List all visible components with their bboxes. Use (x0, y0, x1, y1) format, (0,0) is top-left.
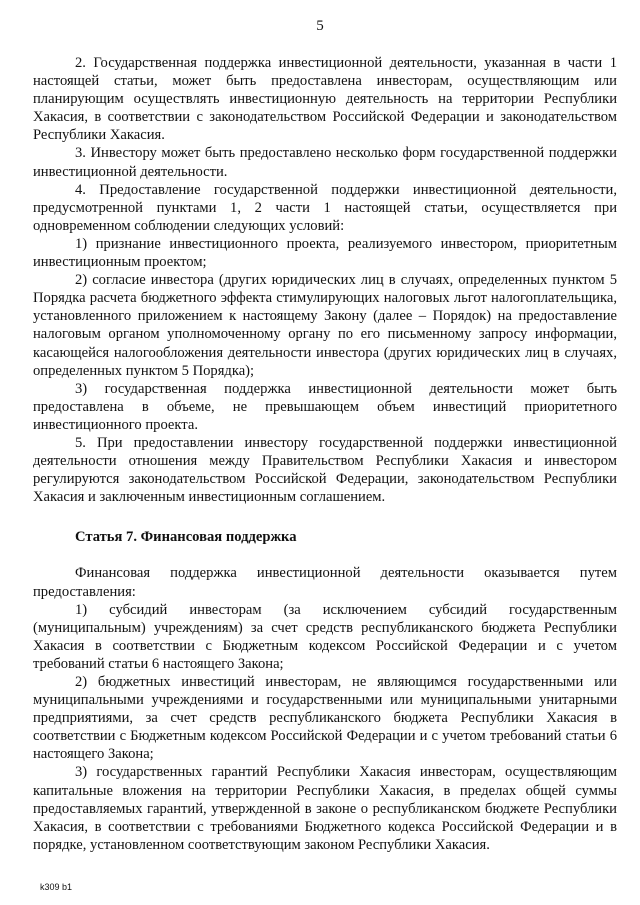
paragraph: 3) государственная поддержка инвестиционной деятельности может быть предоставлена в объеме, не превышающем объем инвестиций приоритетного инвестиционного проекта. (33, 380, 617, 433)
document-body (33, 54, 617, 854)
paragraph: 2) согласие инвестора (других юридических лиц в случаях, определенных пунктом 5 Порядка расчета бюджетного эффекта стимулирующих налоговых льгот налогоплательщика, установленного приложением к настоящему Закону (далее – Порядок) на предоставление налоговым органом уполномоченному органу по его письменному запросу информации, касающейся налогообложения деятельности инвестора (других юридических лиц в случаях, определенных пунктом 5 Порядка); (33, 272, 617, 379)
paragraph: 5. При предоставлении инвестору государственной поддержки инвестиционной деятельности отношения между Правительством Республики Хакасия и инвестором регулируются законодательством Российской Федерации, законодательством Республики Хакасия и заключенным инвестиционным соглашением. (33, 434, 617, 506)
paragraph: Финансовая поддержка инвестиционной деятельности оказывается путем предоставления: (33, 565, 617, 600)
paragraph: 1) субсидий инвесторам (за исключением субсидий государственным (муниципальным) учреждениям) за счет средств республиканского бюджета Республики Хакасия в соответствии с Бюджетным кодексом Российской Федерации и с учетом требований статьи 6 настоящего Закона; (33, 601, 617, 672)
paragraph: 1) признание инвестиционного проекта, реализуемого инвестором, приоритетным инвестиционным проектом; (33, 235, 617, 271)
paragraph: 2. Государственная поддержка инвестиционной деятельности, указанная в части 1 настоящей статьи, может быть предоставлена инвесторам, осуществляющим или планирующим осуществлять инвестиционную деятельность на территории Республики Хакасия, в соответствии с законодательством Российской Федерации и законодательством Республики Хакасия. (33, 55, 617, 144)
footer-code: k309 b1 (40, 882, 73, 892)
paragraph: 3. Инвестору может быть предоставлено несколько форм государственной поддержки инвестиционной деятельности. (33, 145, 617, 180)
paragraph: 2) бюджетных инвестиций инвесторам, не являющимся государственными или муниципальными учреждениями и государственными или муниципальными унитарными предприятиями, за счет средств республиканского бюджета Республики Хакасия в соответствии с Бюджетным кодексом Российской Федерации и с учетом требований статьи 6 настоящего Закона; (33, 674, 617, 763)
article-title: Статья 7. Финансовая поддержка (75, 529, 297, 546)
paragraph: 3) государственных гарантий Республики Хакасия инвесторам, осуществляющим капитальные вложения на территории Республики Хакасия, в пределах общей суммы предоставляемых гарантий, утвержденной в законе о республиканском бюджете Республики Хакасия, в соответствии с требованиями Бюджетного кодекса Российской Федерации и в порядке, установленном соответствующим законом Республики Хакасия. (33, 764, 617, 853)
paragraph: 4. Предоставление государственной поддержки инвестиционной деятельности, предусмотренной пунктами 1, 2 части 1 настоящей статьи, осуществляется при одновременном соблюдении следующих условий: (33, 181, 617, 234)
page-number: 5 (316, 18, 324, 34)
